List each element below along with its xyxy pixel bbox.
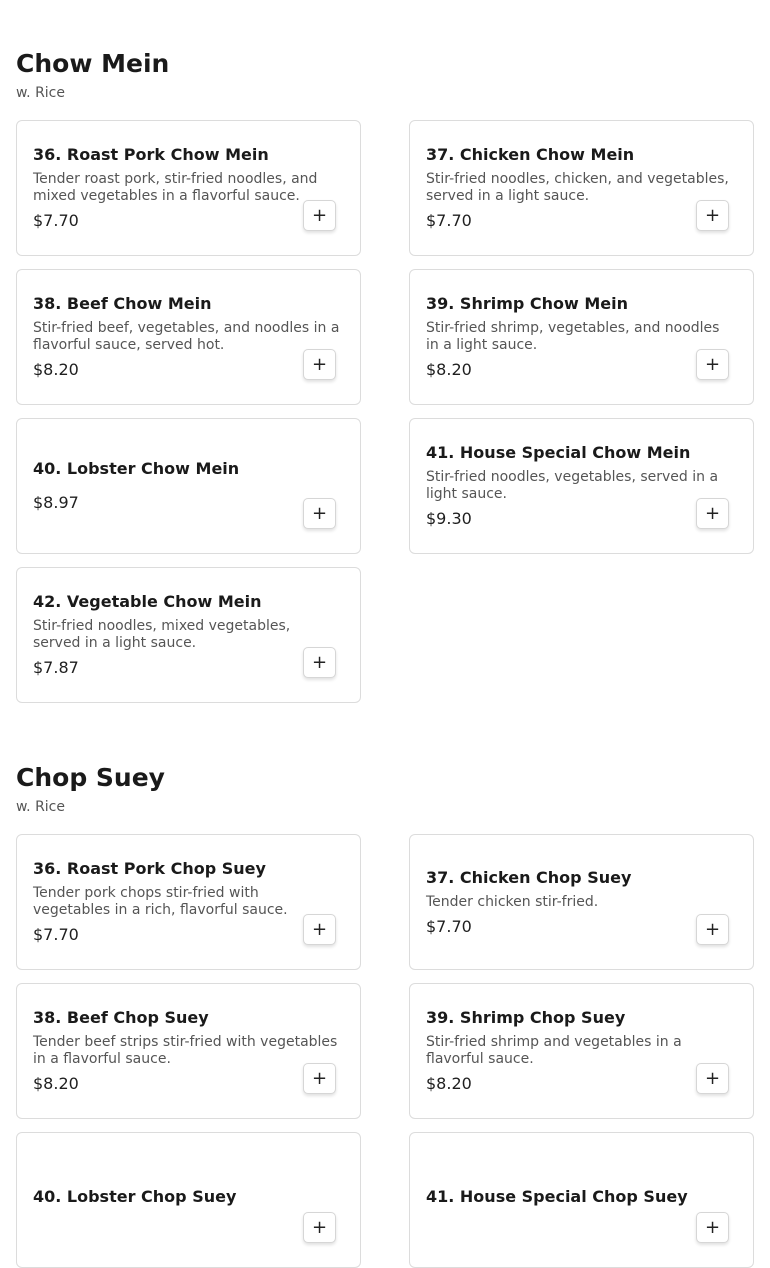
menu-item-card[interactable] <box>409 269 754 405</box>
item-description: Stir-fried shrimp and vegetables in a flavorful sauce. <box>426 1034 682 1067</box>
item-description: Stir-fried shrimp, vegetables, and noodles in a light sauce. <box>426 320 720 353</box>
item-price: $8.20 <box>33 1074 79 1093</box>
item-name: 37. Chicken Chop Suey <box>426 867 632 887</box>
item-name: 36. Roast Pork Chow Mein <box>33 145 269 164</box>
add-to-cart-button[interactable] <box>303 1212 336 1243</box>
add-to-cart-button[interactable] <box>696 200 729 231</box>
plus-icon: + <box>704 205 721 226</box>
item-price: $7.87 <box>33 658 79 677</box>
item-name: 41. House Special Chop Suey <box>426 1187 688 1206</box>
item-name: 42. Vegetable Chow Mein <box>33 592 262 611</box>
plus-icon: + <box>311 503 328 524</box>
menu-item-card[interactable] <box>409 1132 754 1268</box>
add-to-cart-button[interactable] <box>303 498 336 529</box>
item-price: $8.20 <box>426 1074 472 1093</box>
item-price: $8.20 <box>33 360 79 379</box>
item-description: Stir-fried noodles, vegetables, served in a light sauce. <box>426 469 719 502</box>
plus-icon: + <box>704 354 721 375</box>
item-description: Tender roast pork, stir-fried noodles, and mixed vegetables in a flavorful sauce. <box>33 171 318 204</box>
menu-item-card[interactable] <box>409 834 754 970</box>
item-name: 40. Lobster Chop Suey <box>33 1187 237 1206</box>
add-to-cart-button[interactable] <box>303 914 336 945</box>
menu-item-card[interactable] <box>16 120 361 256</box>
item-price: $9.30 <box>426 509 472 528</box>
plus-icon: + <box>704 1068 721 1089</box>
plus-icon: + <box>311 652 328 673</box>
menu-item-grid <box>16 120 754 703</box>
item-price: $8.97 <box>33 493 79 512</box>
item-name: 37. Chicken Chow Mein <box>426 145 635 164</box>
plus-icon: + <box>704 919 721 940</box>
item-price: $7.70 <box>33 925 79 944</box>
plus-icon: + <box>704 1217 721 1238</box>
add-to-cart-button[interactable] <box>696 349 729 380</box>
item-description: Stir-fried noodles, mixed vegetables, served in a light sauce. <box>33 618 291 651</box>
plus-icon: + <box>704 503 721 524</box>
menu-section-chow-mein <box>16 49 754 677</box>
plus-icon: + <box>311 205 328 226</box>
item-name: 38. Beef Chow Mein <box>33 294 212 313</box>
add-to-cart-button[interactable] <box>696 498 729 529</box>
add-to-cart-button[interactable] <box>303 1063 336 1094</box>
add-to-cart-button[interactable] <box>696 1063 729 1094</box>
plus-icon: + <box>311 919 328 940</box>
item-name: 40. Lobster Chow Mein <box>33 459 240 478</box>
menu-section-chop-suey <box>16 763 754 1238</box>
section-subtitle: w. Rice <box>16 799 65 815</box>
menu-item-card[interactable] <box>409 983 754 1119</box>
item-name: 38. Beef Chop Suey <box>33 1008 209 1027</box>
item-description: Stir-fried noodles, chicken, and vegetables, served in a light sauce. <box>426 171 729 204</box>
item-description: Tender pork chops stir-fried with vegetables in a rich, flavorful sauce. <box>33 885 288 918</box>
item-description: Tender beef strips stir-fried with vegetables in a flavorful sauce. <box>33 1034 338 1067</box>
add-to-cart-button[interactable] <box>696 1212 729 1243</box>
menu-item-grid <box>16 834 754 1268</box>
add-to-cart-button[interactable] <box>303 647 336 678</box>
item-description: Tender chicken stir-fried. <box>426 893 599 910</box>
section-title: Chop Suey <box>16 763 165 792</box>
menu-item-card[interactable] <box>16 418 361 554</box>
add-to-cart-button[interactable] <box>303 349 336 380</box>
menu-item-card[interactable] <box>16 834 361 970</box>
menu-item-card[interactable] <box>16 567 361 703</box>
item-name: 41. House Special Chow Mein <box>426 443 691 462</box>
menu-item-card[interactable] <box>16 1132 361 1268</box>
plus-icon: + <box>311 1217 328 1238</box>
item-price: $8.20 <box>426 360 472 379</box>
add-to-cart-button[interactable] <box>696 914 729 945</box>
item-name: 36. Roast Pork Chop Suey <box>33 859 266 878</box>
item-price: $7.70 <box>426 916 472 936</box>
plus-icon: + <box>311 354 328 375</box>
item-price: $7.70 <box>426 211 472 230</box>
item-price: $7.70 <box>33 211 79 230</box>
item-name: 39. Shrimp Chow Mein <box>426 294 629 313</box>
menu-item-card[interactable] <box>16 269 361 405</box>
menu-item-card[interactable] <box>409 418 754 554</box>
menu-item-card[interactable] <box>409 120 754 256</box>
menu-item-card[interactable] <box>16 983 361 1119</box>
section-title: Chow Mein <box>16 49 170 78</box>
item-name: 39. Shrimp Chop Suey <box>426 1008 626 1027</box>
plus-icon: + <box>311 1068 328 1089</box>
add-to-cart-button[interactable] <box>303 200 336 231</box>
section-subtitle: w. Rice <box>16 85 65 101</box>
item-description: Stir-fried beef, vegetables, and noodles in a flavorful sauce, served hot. <box>33 320 340 353</box>
